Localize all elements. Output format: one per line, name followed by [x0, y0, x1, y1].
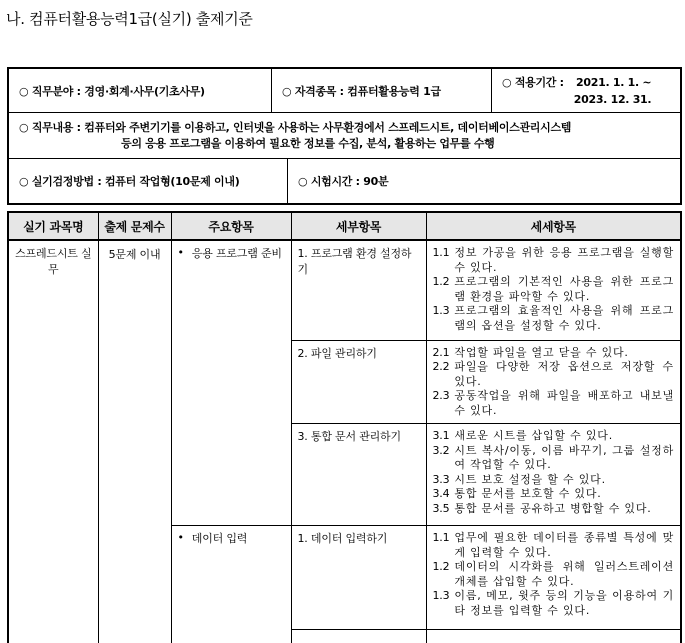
sub-item-label: 1. 데이터 입력하기 [297, 532, 388, 545]
main-item-cell [171, 526, 291, 643]
sub-item-cell [291, 240, 426, 340]
detail-item-cell [426, 424, 681, 526]
job-description-line-1: ○ 직무내용 : 컴퓨터와 주변기기를 이용하고, 인터넷을 사용하는 사무환경에서 스프레드시트, 데이터베이스관리시스템 [19, 120, 572, 134]
detail-item: 2.1 작업할 파일을 열고 닫을 수 있다. [432, 345, 629, 359]
period-start: 2021. 1. 1. ~ [576, 76, 652, 89]
exam-info-box [7, 67, 682, 205]
header-question-count: 출제 문제수 [98, 212, 171, 240]
detail-item: 1.2 데이터의 시각화를 위해 일러스트레이션 개체를 삽입할 수 있다. [432, 560, 674, 588]
sub-item-label: 3. 통합 문서 관리하기 [297, 430, 401, 443]
detail-item: 2.2 파일을 다양한 저장 옵션으로 저장할 수 있다. [432, 360, 674, 388]
application-period [491, 69, 680, 112]
bullet-icon: • [177, 246, 184, 259]
main-item-label: 데이터 입력 [191, 532, 248, 545]
detail-item: 2.3 공동작업을 위해 파일을 배포하고 내보낼 수 있다. [432, 389, 674, 417]
detail-item-cell [426, 526, 681, 630]
sub-item-cell-cut-off [291, 630, 426, 643]
exam-time: ○ 시험시간 : 90분 [287, 159, 680, 203]
header-subject: 실기 과목명 [8, 212, 98, 240]
job-description-line-2: 등의 응용 프로그램을 이용하여 필요한 정보를 수집, 분석, 활용하는 업무를 수행 [121, 136, 495, 150]
header-sub-item: 세부항목 [291, 212, 426, 240]
detail-item: 3.3 시트 보호 설정을 할 수 있다. [432, 472, 606, 486]
sub-item-cell [291, 340, 426, 424]
detail-item: 1.3 이름, 메모, 윗주 등의 기능을 이용하여 기타 정보를 입력할 수 있다. [432, 589, 674, 617]
detail-item: 1.2 프로그램의 기본적인 사용을 위한 프로그램 환경을 파악할 수 있다. [432, 275, 674, 303]
sub-item-cell [291, 526, 426, 630]
detail-item: 3.4 통합 문서를 보호할 수 있다. [432, 487, 602, 500]
page-title: 나. 컴퓨터활용능력1급(실기) 출제기준 [6, 10, 253, 28]
job-description [9, 113, 680, 158]
info-row-1 [9, 69, 680, 113]
bullet-icon: • [177, 531, 184, 544]
sub-item-label: 2. 파일 관리하기 [297, 346, 377, 360]
job-field: ○ 직무분야 : 경영·회계·사무(기초사무) [19, 84, 205, 98]
certificate-name: ○ 자격종목 : 컴퓨터활용능력 1급 [271, 69, 491, 112]
table-row [8, 240, 681, 340]
detail-item: 3.1 새로운 시트를 삽입할 수 있다. [432, 429, 613, 442]
sub-item-label: 1. 프로그램 환경 설정하기 [297, 247, 412, 276]
exam-method: ○ 실기검정방법 : 컴퓨터 작업형(10문제 이내) [19, 175, 240, 188]
detail-item-cell-cut-off [426, 630, 681, 643]
main-item-cell [171, 240, 291, 526]
detail-item: 1.3 프로그램의 효율적인 사용을 위해 프로그램의 옵션을 설정할 수 있다. [432, 304, 674, 332]
period-end: 2023. 12. 31. [573, 93, 652, 106]
detail-item: 1.1 업무에 필요한 데이터를 종류별 특성에 맞게 입력할 수 있다. [432, 531, 674, 559]
header-detail-item: 세세항목 [426, 212, 681, 240]
sub-item-cell [291, 424, 426, 526]
detail-item-cell [426, 340, 681, 424]
detail-item-cell [426, 240, 681, 340]
subject-cell: 스프레드시트 실무 [8, 240, 98, 643]
info-row-3 [9, 159, 680, 203]
table-header-row [8, 212, 681, 240]
main-item-label: 응용 프로그램 준비 [191, 247, 282, 260]
header-main-item: 주요항목 [171, 212, 291, 240]
detail-item: 3.5 통합 문서를 공유하고 병합할 수 있다. [432, 501, 652, 515]
question-count-cell: 5문제 이내 [98, 240, 171, 643]
info-row-2 [9, 113, 680, 159]
detail-item: 3.2 시트 복사/이동, 이름 바꾸기, 그룹 설정하여 작업할 수 있다. [432, 443, 674, 471]
detail-item: 1.1 정보 가공을 위한 응용 프로그램을 실행할 수 있다. [432, 246, 674, 274]
period-label: ○ 적용기간 : [502, 76, 564, 89]
exam-standard-table [7, 211, 682, 643]
